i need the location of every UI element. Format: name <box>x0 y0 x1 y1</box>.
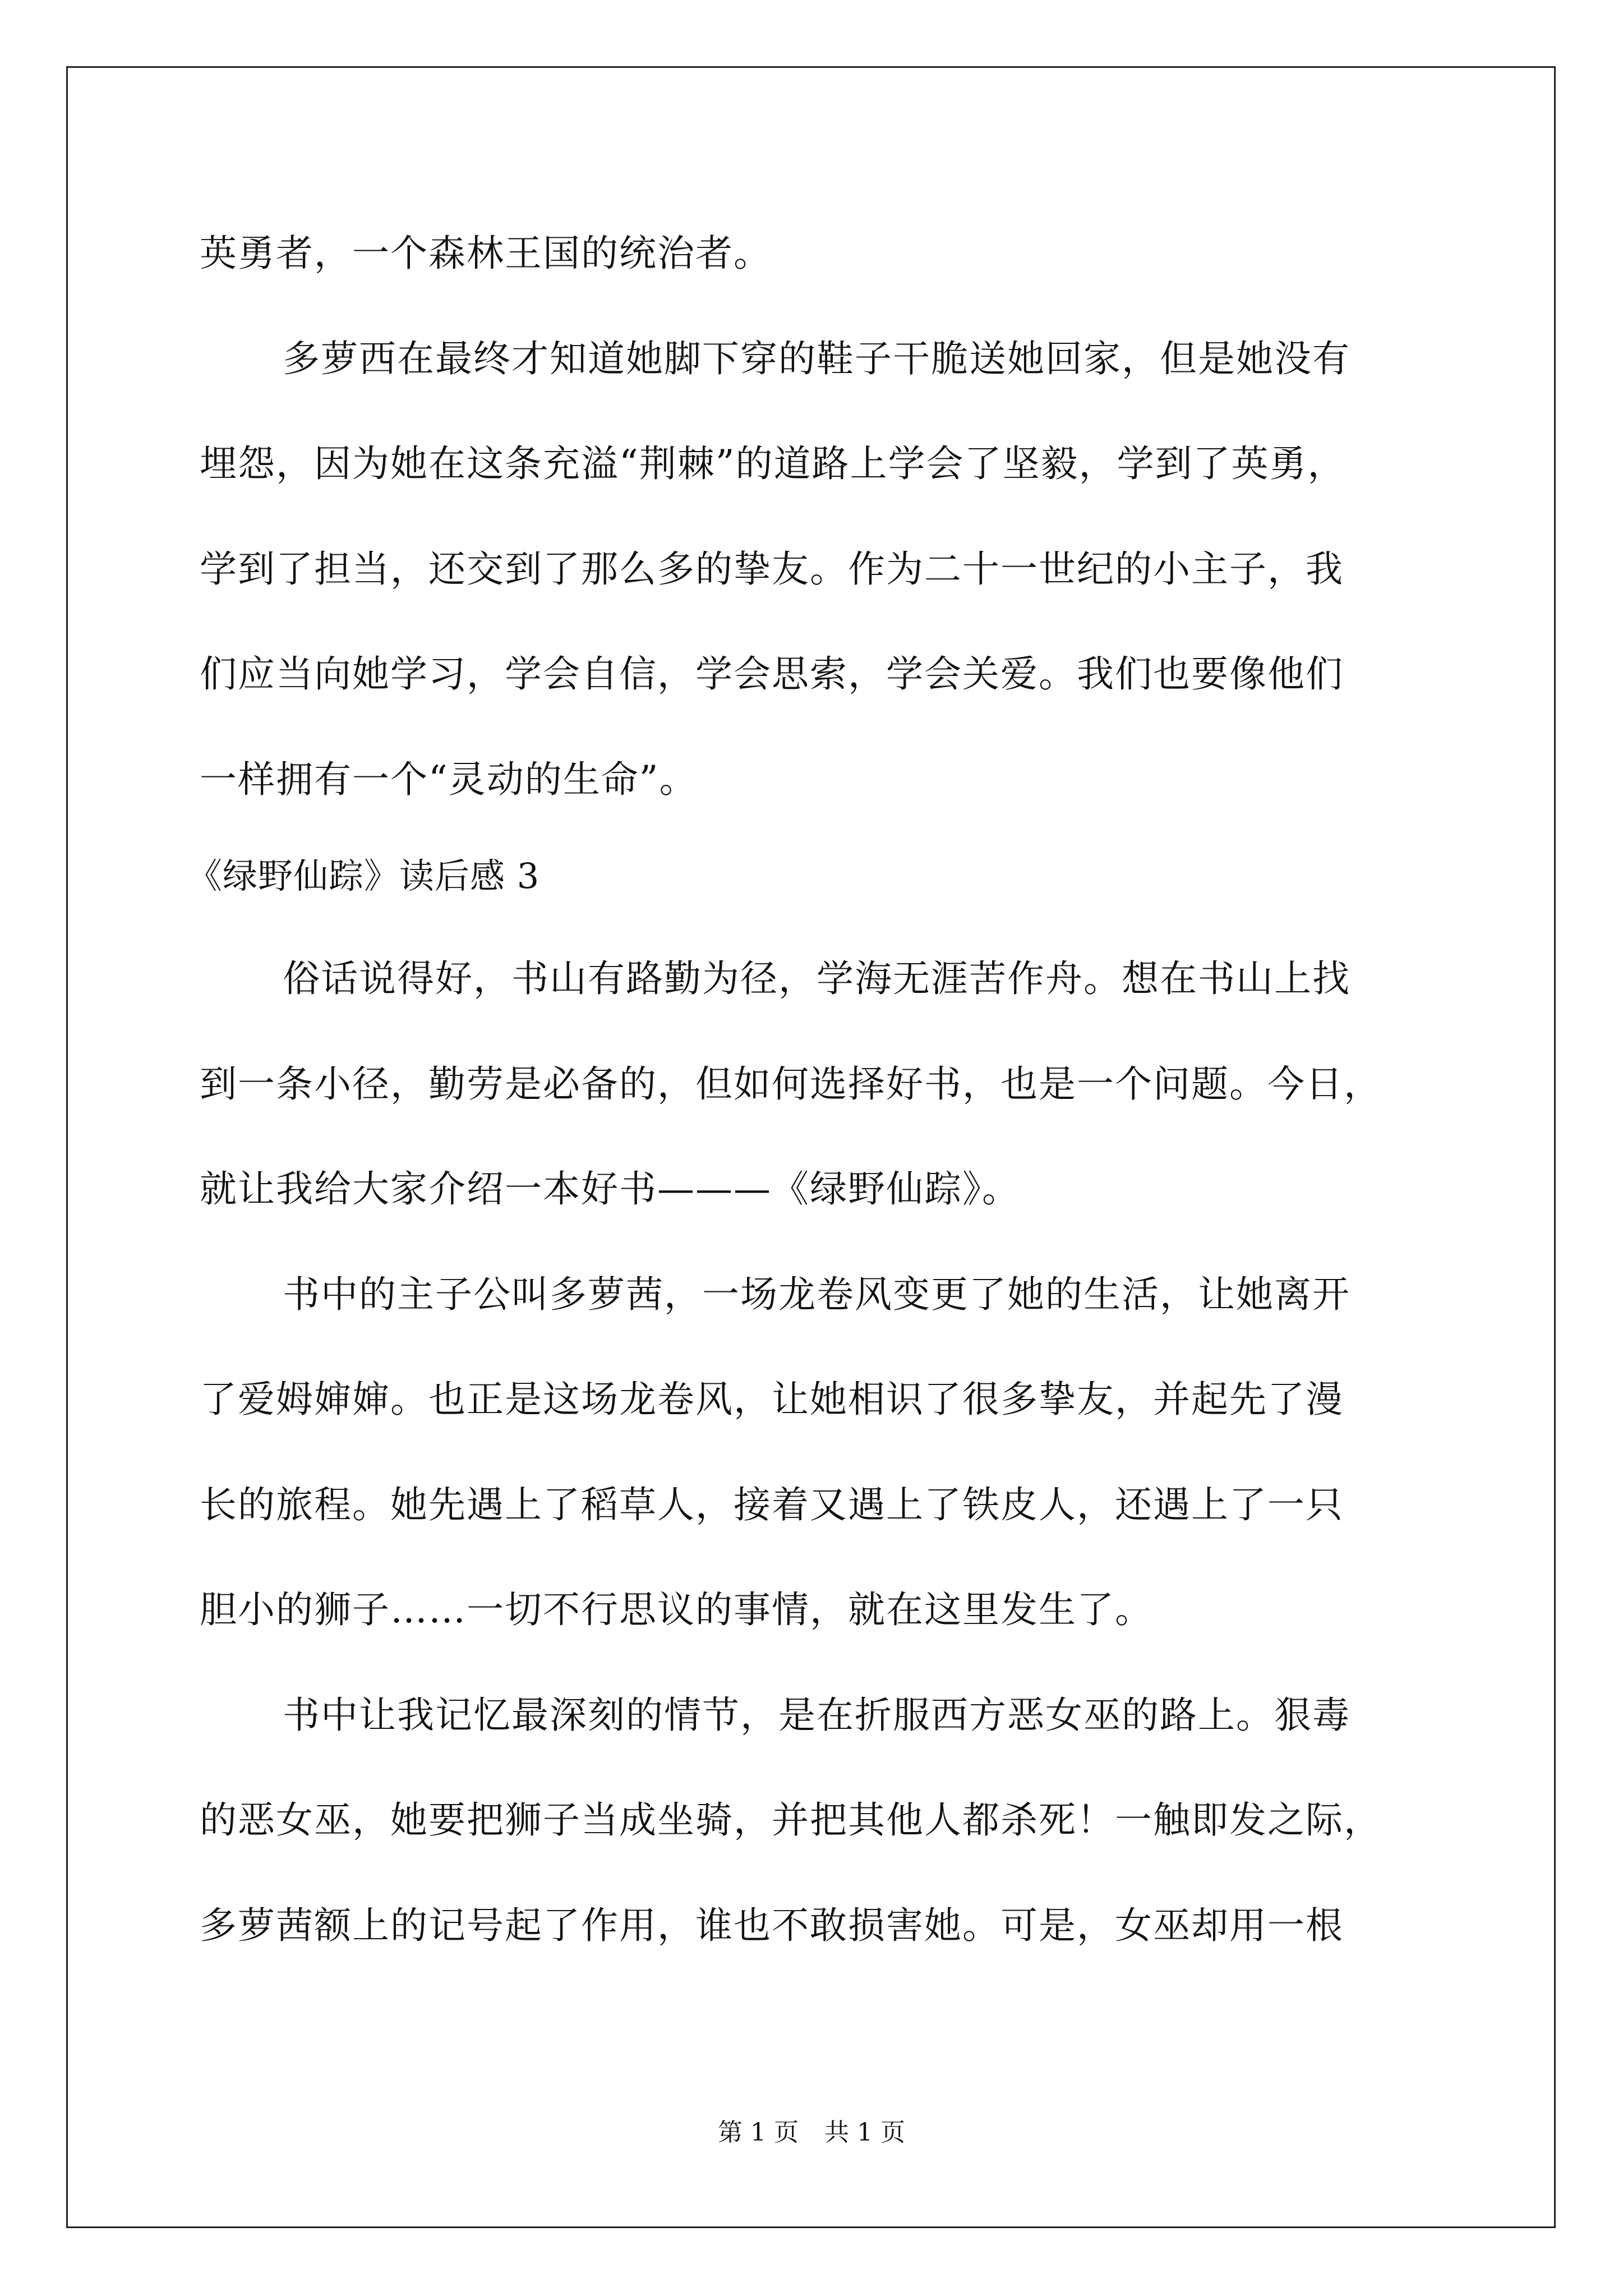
text-line: 的恶女巫，她要把狮子当成坐骑，并把其他人都杀死！一触即发之际， <box>200 1798 1382 1842</box>
paragraph-first-line: 多萝西在最终才知道她脚下穿的鞋子干脆送她回家，但是她没有 <box>283 337 1350 380</box>
paragraph-first-line: 书中的主子公叫多萝茜，一场龙卷风变更了她的生活，让她离开 <box>283 1273 1350 1316</box>
page-number: 第 1 页 <box>718 2118 799 2147</box>
section-heading: 《绿野仙踪》读后感 3 <box>187 855 540 896</box>
text-line: 长的旅程。她先遇上了稻草人，接着又遇上了铁皮人，还遇上了一只 <box>200 1483 1344 1526</box>
text-line: 英勇者，一个森林王国的统治者。 <box>200 232 772 275</box>
page-footer <box>0 2116 1623 2150</box>
text-line: 到一条小径，勤劳是必备的，但如何选择好书，也是一个问题。今日， <box>200 1062 1382 1106</box>
page-total: 共 1 页 <box>824 2118 905 2147</box>
text-line: 埋怨，因为她在这条充溢“荆棘”的道路上学会了坚毅，学到了英勇， <box>200 442 1346 485</box>
text-line: 们应当向她学习，学会自信，学会思索，学会关爱。我们也要像他们 <box>200 652 1344 696</box>
paragraph-first-line: 书中让我记忆最深刻的情节，是在折服西方恶女巫的路上。狠毒 <box>283 1694 1350 1737</box>
text-line: 学到了担当，还交到了那么多的挚友。作为二十一世纪的小主子，我 <box>200 547 1344 591</box>
text-line: 多萝茜额上的记号起了作用，谁也不敢损害她。可是，女巫却用一根 <box>200 1904 1344 1947</box>
paragraph-first-line: 俗话说得好，书山有路勤为径，学海无涯苦作舟。想在书山上找 <box>283 957 1350 1000</box>
text-line: 了爱姆婶婶。也正是这场龙卷风，让她相识了很多挚友，并起先了漫 <box>200 1378 1344 1421</box>
text-line: 就让我给大家介绍一本好书———《绿野仙踪》。 <box>200 1167 1020 1211</box>
text-line: 一样拥有一个“灵动的生命”。 <box>200 758 698 801</box>
text-line: 胆小的狮子……一切不行思议的事情，就在这里发生了。 <box>200 1588 1153 1631</box>
